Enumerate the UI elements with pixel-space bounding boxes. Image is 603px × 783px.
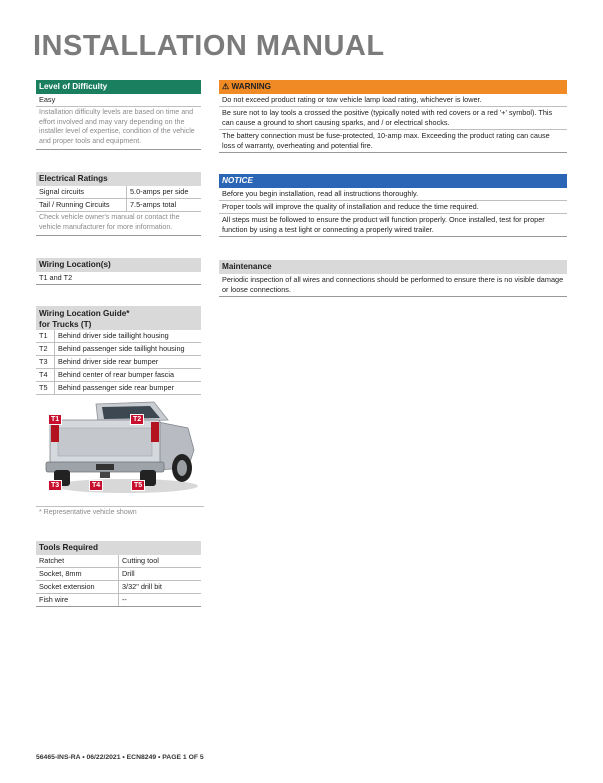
tool-cell: Cutting tool <box>119 555 202 568</box>
page-title: INSTALLATION MANUAL <box>33 30 385 62</box>
truck-caption: * Representative vehicle shown <box>36 506 204 516</box>
wiring-guide-section <box>36 306 201 395</box>
table-row <box>36 568 201 581</box>
electrical-label: Tail / Running Circuits <box>36 199 127 212</box>
maintenance-section <box>219 260 567 297</box>
guide-code: T2 <box>36 343 55 356</box>
warning-heading-label: WARNING <box>231 82 272 91</box>
table-row <box>36 581 201 594</box>
warning-item: Do not exceed product rating or tow vehicle lamp load rating, whichever is lower. <box>219 94 567 107</box>
warning-item: The battery connection must be fuse-protected, 10-amp max. Exceeding the product rating can cause loss of warranty, overheating and potential fire. <box>219 130 567 153</box>
tools-section <box>36 541 201 607</box>
warning-triangle-icon: ⚠ <box>222 82 230 91</box>
table-row <box>36 199 201 212</box>
electrical-table <box>36 186 201 212</box>
callout-t5: T5 <box>131 480 145 491</box>
guide-desc: Behind passenger side rear bumper <box>55 382 202 395</box>
warning-section <box>219 80 567 153</box>
wiring-location-section <box>36 258 201 285</box>
guide-desc: Behind center of rear bumper fascia <box>55 369 202 382</box>
wiring-guide-table <box>36 330 201 395</box>
table-row <box>36 555 201 568</box>
table-row <box>36 186 201 199</box>
notice-item: Proper tools will improve the quality of installation and reduce the time required. <box>219 201 567 214</box>
tool-cell: Fish wire <box>36 594 119 607</box>
notice-section <box>219 174 567 237</box>
notice-heading: NOTICE <box>219 174 567 188</box>
table-row <box>36 330 201 343</box>
guide-desc: Behind driver side taillight housing <box>55 330 202 343</box>
electrical-value: 5.0-amps per side <box>127 186 202 199</box>
table-row <box>36 594 201 607</box>
electrical-value: 7.5-amps total <box>127 199 202 212</box>
difficulty-section <box>36 80 201 150</box>
callout-t3: T3 <box>48 480 62 491</box>
guide-desc: Behind passenger side taillight housing <box>55 343 202 356</box>
guide-code: T3 <box>36 356 55 369</box>
warning-item: Be sure not to lay tools a crossed the positive (typically noted with red covers or a red '+' symbol). This can cause a ground to short causing sparks, and / or electrical shocks. <box>219 107 567 130</box>
table-row <box>36 343 201 356</box>
table-row <box>36 382 201 395</box>
difficulty-note: Installation difficulty levels are based on time and effort involved and may vary depending on the installer level of expertise, condition of the vehicle and proper tools and equipment. <box>36 107 201 150</box>
callout-t2: T2 <box>130 414 144 425</box>
warning-heading <box>219 80 567 94</box>
guide-code: T4 <box>36 369 55 382</box>
page-footer: 56465-INS-RA • 06/22/2021 • ECN8249 • PAGE 1 OF 5 <box>36 754 204 761</box>
callout-t1: T1 <box>48 414 62 425</box>
electrical-section <box>36 172 201 236</box>
electrical-heading: Electrical Ratings <box>36 172 201 186</box>
table-row <box>36 369 201 382</box>
wiring-guide-heading <box>36 306 201 330</box>
maintenance-heading: Maintenance <box>219 260 567 274</box>
guide-code: T5 <box>36 382 55 395</box>
truck-illustration <box>36 398 201 508</box>
tool-cell: 3/32" drill bit <box>119 581 202 594</box>
wiring-location-value: T1 and T2 <box>36 272 201 285</box>
guide-code: T1 <box>36 330 55 343</box>
electrical-note: Check vehicle owner's manual or contact the vehicle manufacturer for more information. <box>36 212 201 236</box>
wiring-location-heading: Wiring Location(s) <box>36 258 201 272</box>
tool-cell: Drill <box>119 568 202 581</box>
wiring-guide-heading-line2: for Trucks (T) <box>39 320 92 329</box>
tool-cell: Socket extension <box>36 581 119 594</box>
guide-desc: Behind driver side rear bumper <box>55 356 202 369</box>
tool-cell: Socket, 8mm <box>36 568 119 581</box>
wiring-guide-heading-line1: Wiring Location Guide* <box>39 309 130 318</box>
tools-heading: Tools Required <box>36 541 201 555</box>
difficulty-heading: Level of Difficulty <box>36 80 201 94</box>
difficulty-level: Easy <box>36 94 201 107</box>
tool-cell: -- <box>119 594 202 607</box>
notice-item: Before you begin installation, read all instructions thoroughly. <box>219 188 567 201</box>
table-row <box>36 356 201 369</box>
electrical-label: Signal circuits <box>36 186 127 199</box>
callout-t4: T4 <box>89 480 103 491</box>
tools-table <box>36 555 201 607</box>
tool-cell: Ratchet <box>36 555 119 568</box>
maintenance-text: Periodic inspection of all wires and connections should be performed to ensure there is no visible damage or loose connections. <box>219 274 567 297</box>
notice-item: All steps must be followed to ensure the product will function properly. Once installed, test for proper function by using a test light or connecting a properly wired trailer. <box>219 214 567 237</box>
